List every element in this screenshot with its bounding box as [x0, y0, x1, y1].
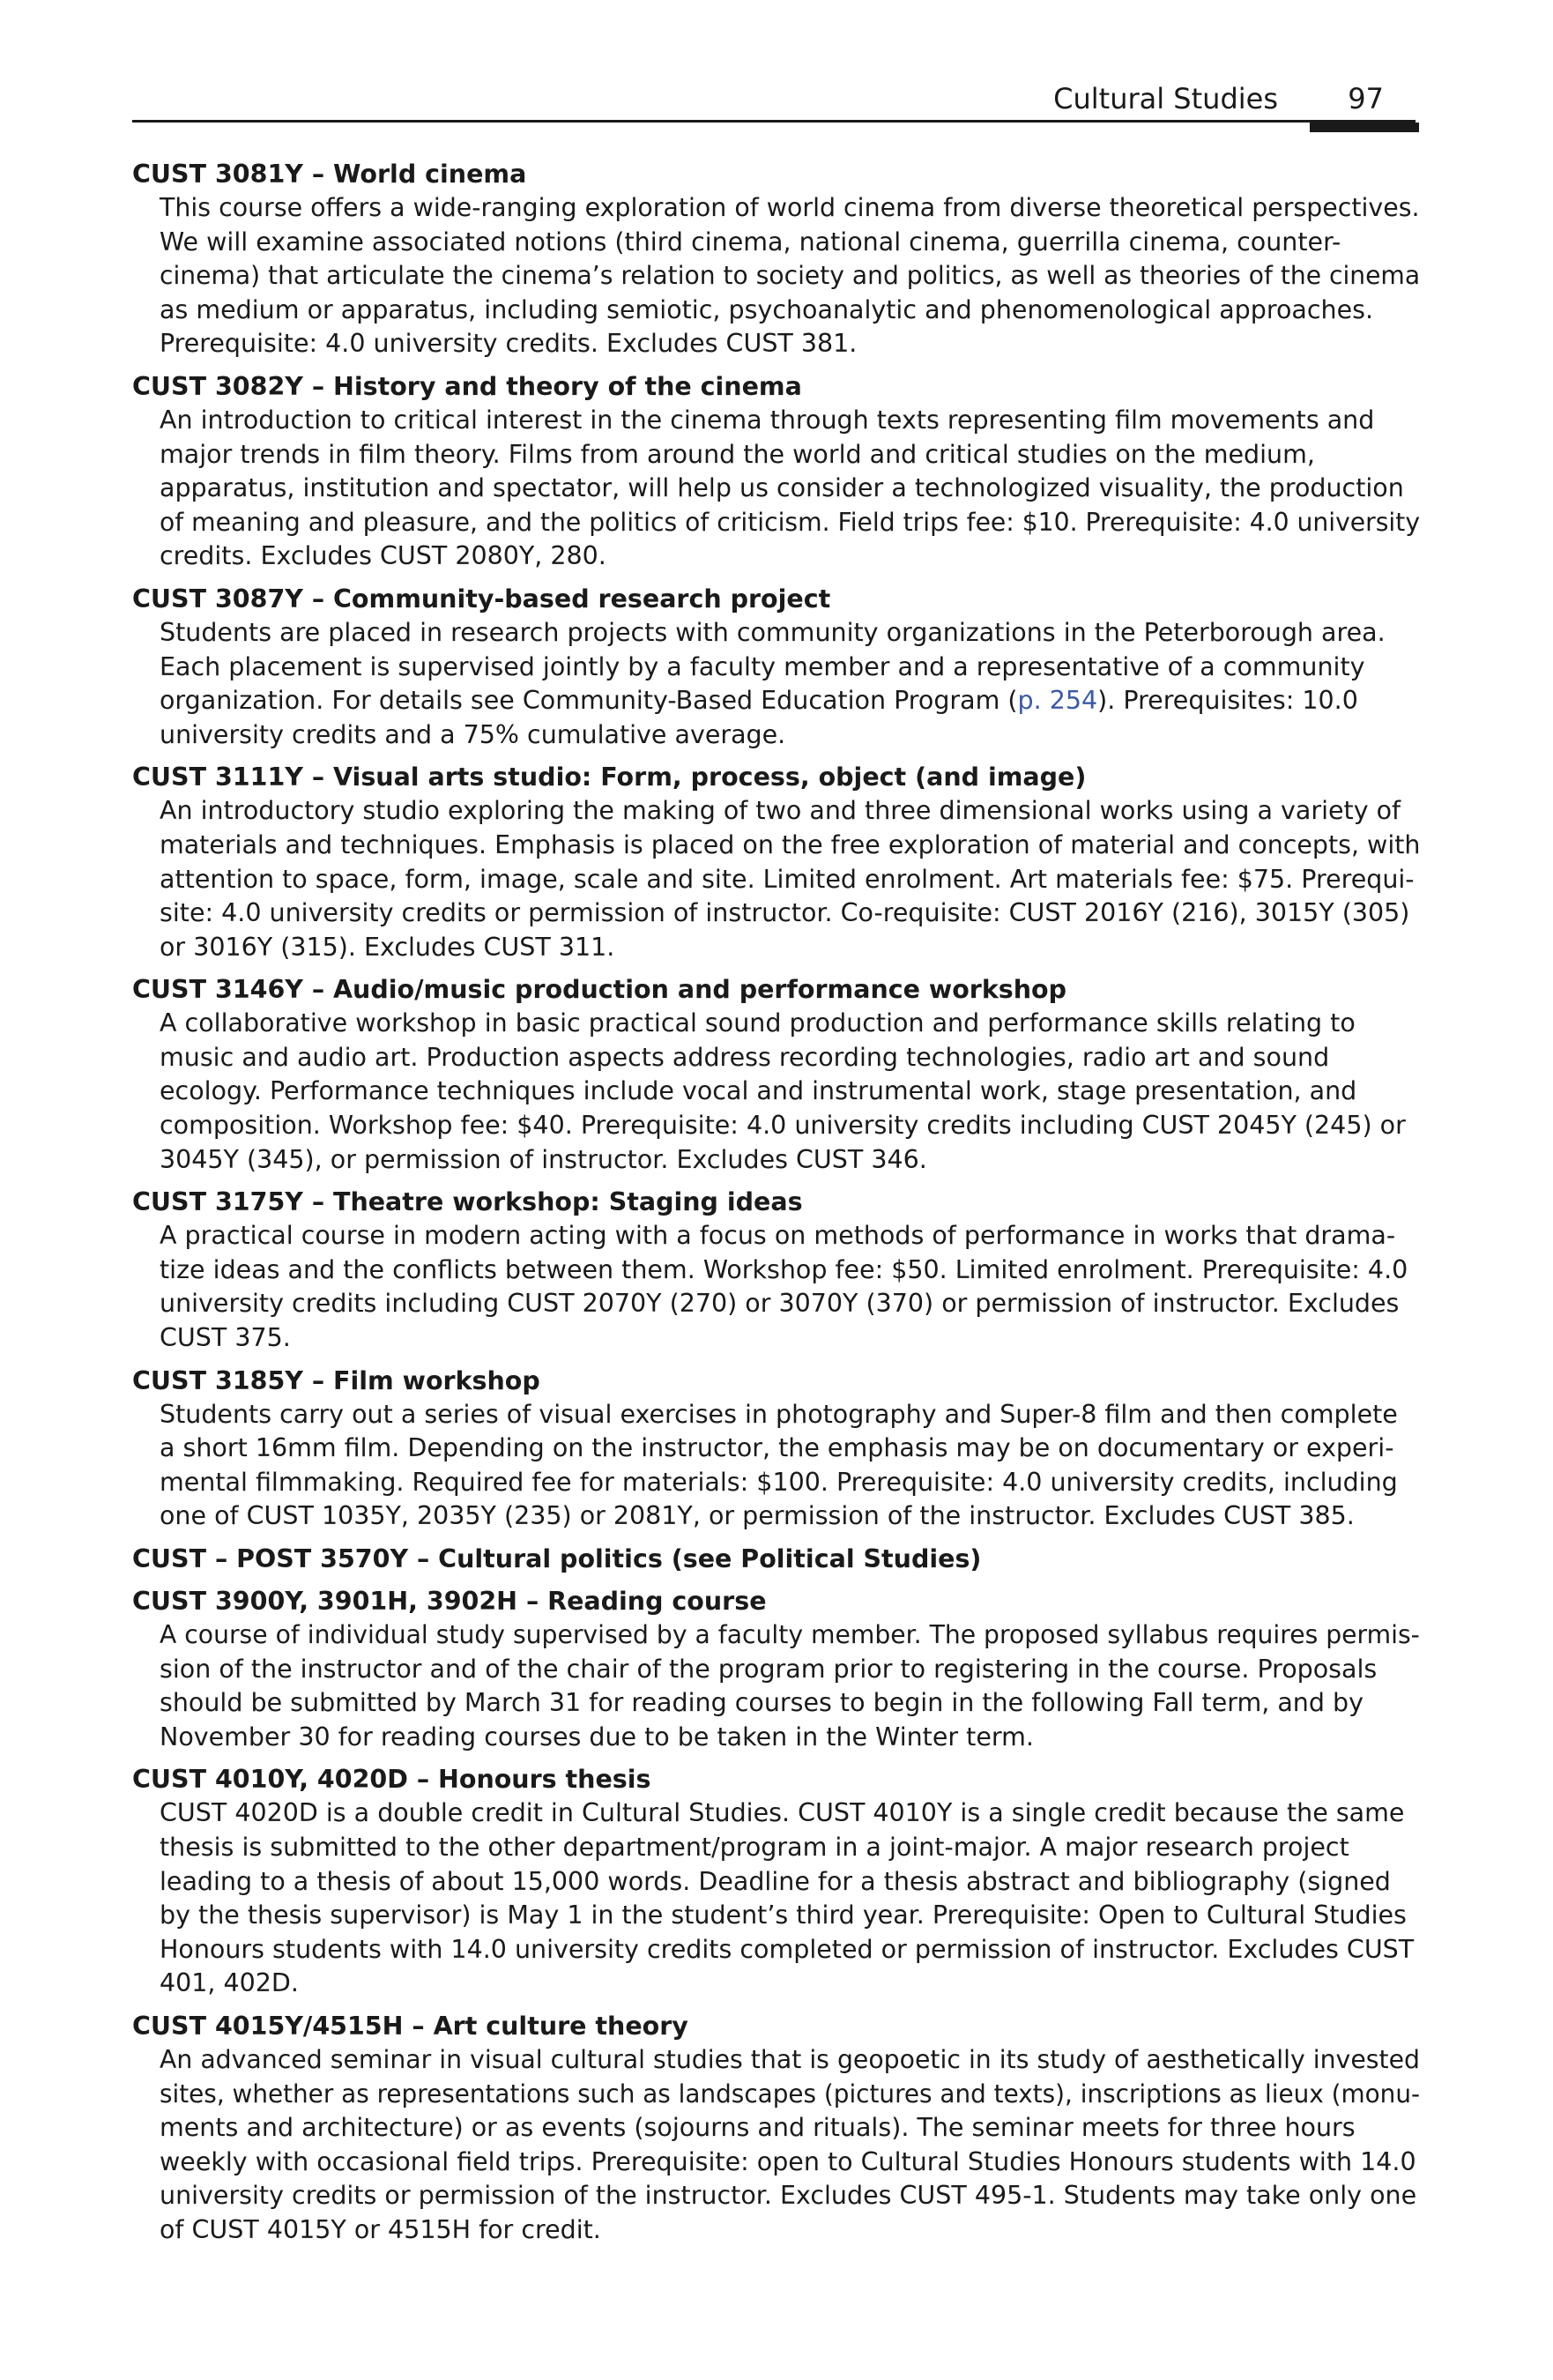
description-line: Honours students with 14.0 university credits completed or permission of instructor. Excludes CUST	[160, 1934, 1415, 1964]
description-line: sion of the instructor and of the chair of the program prior to registering in the course. Proposals	[160, 1654, 1378, 1684]
description-line: We will examine associated notions (third cinema, national cinema, guerrilla cinema, counter-	[160, 227, 1341, 257]
course-entry	[132, 1185, 1419, 1355]
description-line: one of CUST 1035Y, 2035Y (235) or 2081Y, or permission of the instructor. Excludes CUST 385.	[160, 1501, 1355, 1531]
course-entry	[132, 1364, 1419, 1534]
description-line: university credits or permission of the instructor. Excludes CUST 495-1. Students may take only one	[160, 2181, 1417, 2211]
description-line: A practical course in modern acting with a focus on methods of performance in works that drama-	[160, 1221, 1396, 1251]
description-line: major trends in film theory. Films from around the world and critical studies on the medium,	[160, 439, 1315, 469]
description-line: CUST 4020D is a double credit in Cultural Studies. CUST 4010Y is a single credit because the same	[160, 1798, 1405, 1828]
link-line-before: organization. For details see Community-Based Education Program (	[160, 686, 1018, 716]
course-title: CUST 3900Y, 3901H, 3902H – Reading course	[132, 1587, 767, 1616]
course-title: CUST 3185Y – Film workshop	[132, 1365, 540, 1395]
course-title: CUST 4015Y/4515H – Art culture theory	[132, 2011, 688, 2041]
description-line: This course offers a wide-ranging exploration of world cinema from diverse theoretical perspectives.	[160, 193, 1420, 222]
description-line: A course of individual study supervised by a faculty member. The proposed syllabus requires permis-	[160, 1620, 1420, 1649]
description-line: attention to space, form, image, scale and site. Limited enrolment. Art materials fee: $75. Prerequi-	[160, 864, 1415, 894]
course-entry	[132, 369, 1419, 574]
course-title: CUST 3082Y – History and theory of the cinema	[132, 371, 802, 401]
description-line: ments and architecture) or as events (sojourns and rituals). The seminar meets for three hours	[160, 2113, 1356, 2143]
course-description	[160, 1219, 1420, 1355]
page-header	[132, 72, 1419, 134]
page-reference-link[interactable]: p. 254	[1017, 686, 1098, 716]
course-description	[160, 616, 1420, 752]
course-description	[160, 404, 1420, 574]
description-line: site: 4.0 university credits or permission of instructor. Co-requisite: CUST 2016Y (216), 3015Y (305)	[160, 898, 1410, 928]
description-line: A collaborative workshop in basic practical sound production and performance skills relating to	[160, 1008, 1356, 1038]
description-line: credits. Excludes CUST 2080Y, 280.	[160, 541, 606, 571]
course-description	[160, 1796, 1420, 2001]
course-description	[160, 794, 1420, 964]
course-description	[160, 191, 1420, 361]
running-header-title: Cultural Studies	[1053, 82, 1278, 115]
page-number: 97	[1348, 82, 1384, 115]
course-entry	[132, 2009, 1419, 2248]
description-line: An introduction to critical interest in the cinema through texts representing film movements and	[160, 405, 1375, 435]
course-list	[132, 157, 1419, 2256]
description-line: thesis is submitted to the other department/program in a joint-major. A major research project	[160, 1832, 1349, 1862]
link-line-after: ). Prerequisites: 10.0	[1097, 686, 1358, 716]
course-entry	[132, 582, 1419, 752]
description-line: by the thesis supervisor) is May 1 in the student’s third year. Prerequisite: Open to Cultural Studies	[160, 1900, 1407, 1930]
description-line: 3045Y (345), or permission of instructor. Excludes CUST 346.	[160, 1144, 927, 1174]
description-line: November 30 for reading courses due to be taken in the Winter term.	[160, 1722, 1034, 1752]
description-line: university credits and a 75% cumulative average.	[160, 719, 786, 749]
course-title: CUST 3087Y – Community-based research project	[132, 584, 831, 614]
description-line: An advanced seminar in visual cultural studies that is geopoetic in its study of aesthetically invested	[160, 2044, 1421, 2074]
description-line: should be submitted by March 31 for reading courses to begin in the following Fall term, and by	[160, 1688, 1364, 1718]
description-line: of meaning and pleasure, and the politics of criticism. Field trips fee: $10. Prerequisite: 4.0 university	[160, 507, 1421, 537]
description-line: materials and techniques. Emphasis is placed on the free exploration of material and concepts, with	[160, 829, 1421, 859]
description-line: of CUST 4015Y or 4515H for credit.	[160, 2214, 601, 2244]
description-line: as medium or apparatus, including semiotic, psychoanalytic and phenomenological approaches.	[160, 294, 1374, 324]
description-line: music and audio art. Production aspects address recording technologies, radio art and sound	[160, 1042, 1330, 1072]
course-entry	[132, 1584, 1419, 1754]
header-tab-marker	[1310, 123, 1419, 132]
description-line: Students are placed in research projects with community organizations in the Peterborough area.	[160, 617, 1386, 647]
description-line: a short 16mm film. Depending on the instructor, the emphasis may be on documentary or experi-	[160, 1433, 1394, 1463]
course-title: CUST 3111Y – Visual arts studio: Form, process, object (and image)	[132, 762, 1087, 792]
description-line: or 3016Y (315). Excludes CUST 311.	[160, 932, 615, 962]
description-line: CUST 375.	[160, 1323, 291, 1353]
course-description	[160, 2043, 1420, 2248]
description-line: sites, whether as representations such as landscapes (pictures and texts), inscriptions as lieux (monu-	[160, 2079, 1421, 2109]
description-line: mental filmmaking. Required fee for materials: $100. Prerequisite: 4.0 university credits, including	[160, 1467, 1398, 1497]
header-rule	[132, 120, 1416, 123]
course-description	[160, 1007, 1420, 1177]
description-line: Students carry out a series of visual exercises in photography and Super-8 film and then complete	[160, 1399, 1398, 1429]
course-entry	[132, 760, 1419, 964]
description-line: tize ideas and the conflicts between them. Workshop fee: $50. Limited enrolment. Prerequisite: 4.0	[160, 1254, 1408, 1284]
description-line: composition. Workshop fee: $40. Prerequisite: 4.0 university credits including CUST 2045Y (245) or	[160, 1111, 1406, 1141]
description-line: An introductory studio exploring the making of two and three dimensional works using a variety of	[160, 796, 1401, 826]
description-line: apparatus, institution and spectator, will help us consider a technologized visuality, the production	[160, 473, 1404, 503]
course-entry	[132, 1542, 1419, 1576]
description-line: Prerequisite: 4.0 university credits. Excludes CUST 381.	[160, 329, 858, 359]
course-title: CUST 3146Y – Audio/music production and performance workshop	[132, 975, 1067, 1005]
course-title: CUST – POST 3570Y – Cultural politics (see Political Studies)	[132, 1544, 982, 1573]
description-line: cinema) that articulate the cinema’s relation to society and politics, as well as theories of the cinema	[160, 261, 1421, 291]
course-title: CUST 3081Y – World cinema	[132, 160, 527, 189]
course-title: CUST 4010Y, 4020D – Honours thesis	[132, 1765, 651, 1795]
course-entry	[132, 157, 1419, 361]
description-line: weekly with occasional field trips. Prerequisite: open to Cultural Studies Honours students with 14.0	[160, 2146, 1416, 2176]
course-description	[160, 1398, 1420, 1534]
course-entry	[132, 972, 1419, 1177]
description-line: leading to a thesis of about 15,000 words. Deadline for a thesis abstract and bibliography (signed	[160, 1866, 1391, 1896]
description-line: Each placement is supervised jointly by a faculty member and a representative of a community	[160, 651, 1365, 681]
course-title: CUST 3175Y – Theatre workshop: Staging ideas	[132, 1187, 803, 1217]
description-line-with-link	[160, 684, 1420, 718]
course-entry	[132, 1762, 1419, 2001]
course-description	[160, 1618, 1420, 1754]
description-line: university credits including CUST 2070Y (270) or 3070Y (370) or permission of instructor. Excludes	[160, 1289, 1400, 1319]
description-line: 401, 402D.	[160, 1968, 299, 1998]
description-line: ecology. Performance techniques include vocal and instrumental work, stage presentation, and	[160, 1076, 1357, 1106]
